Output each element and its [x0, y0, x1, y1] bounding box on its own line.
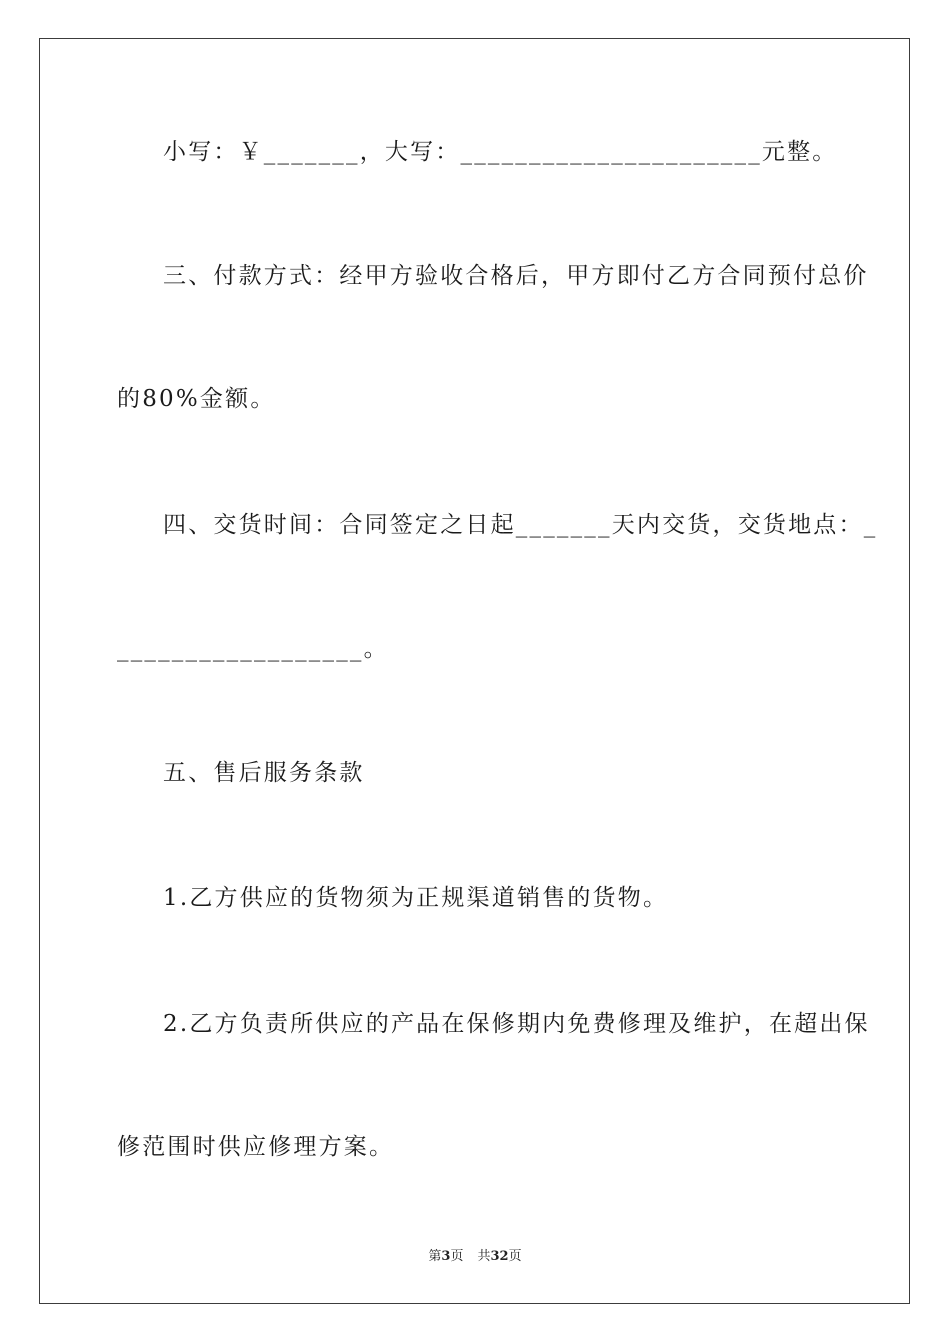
after-sales-heading: 五、售后服务条款: [163, 760, 365, 786]
payment-method-line: 三、付款方式：经甲方验收合格后，甲方即付乙方合同预付总价: [163, 263, 869, 289]
page-prefix: 第: [428, 1249, 442, 1264]
page-footer: [0, 1248, 950, 1266]
clause-1: 1.乙方供应的货物须为正规渠道销售的货物。: [163, 885, 669, 911]
total-prefix: 共: [477, 1249, 491, 1264]
clause-2: 2.乙方负责所供应的产品在保修期内免费修理及维护，在超出保: [163, 1011, 870, 1037]
delivery-location-continuation: __________________。: [117, 636, 389, 662]
page-number: 3: [441, 1249, 451, 1264]
clause-2-continuation: 修范围时供应修理方案。: [117, 1134, 395, 1160]
total-suffix: 页: [508, 1249, 522, 1264]
delivery-time-line: 四、交货时间：合同签定之日起_______天内交货，交货地点：_: [163, 512, 878, 538]
amount-line: 小写：￥_______，大写：______________________元整。: [163, 139, 838, 165]
total-pages: 32: [490, 1249, 509, 1264]
page-border: [39, 38, 910, 1304]
payment-method-continuation: 的80%金额。: [117, 386, 276, 412]
page-suffix: 页: [450, 1249, 464, 1264]
